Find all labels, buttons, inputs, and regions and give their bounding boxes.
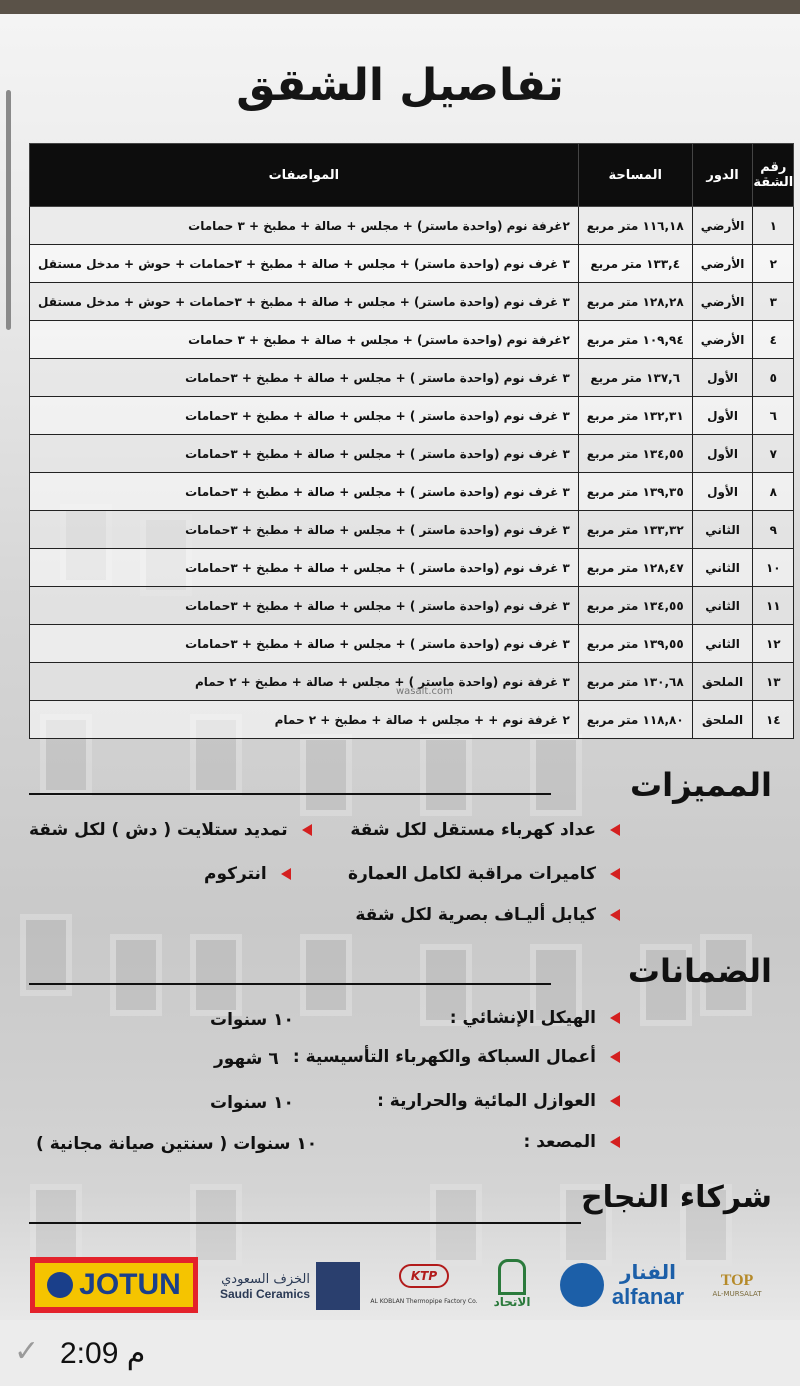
header-spec: المواصفات <box>30 144 579 207</box>
table-row <box>30 359 794 397</box>
cell-area: ١٣٩,٥٥ متر مربع <box>578 625 692 663</box>
guarantees-divider <box>29 983 551 985</box>
guarantees-heading: الضمانات <box>627 952 772 990</box>
ittihad-icon <box>498 1259 526 1295</box>
cell-area: ١٣٠,٦٨ متر مربع <box>578 663 692 701</box>
cell-spec: ٢ غرفة نوم + + مجلس + صالة + مطبخ + ٢ حمام <box>30 701 579 739</box>
cell-num: ١٠ <box>753 549 794 587</box>
table-row <box>30 473 794 511</box>
cell-num: ٥ <box>753 359 794 397</box>
cell-spec: ٣ غرف نوم (واحدة ماستر ) + مجلس + صالة + مطبخ + ٣حمامات <box>30 359 579 397</box>
table-row <box>30 549 794 587</box>
cell-area: ١٠٩,٩٤ متر مربع <box>578 321 692 359</box>
arrow-icon <box>610 1136 620 1148</box>
table-row <box>30 321 794 359</box>
cell-area: ١٣٣,٣٢ متر مربع <box>578 511 692 549</box>
saudi-ceramics-logo: الخزف السعودي Saudi Ceramics <box>205 1260 360 1312</box>
cell-num: ١٤ <box>753 701 794 739</box>
check-icon: ✓ <box>14 1334 40 1369</box>
table-row <box>30 283 794 321</box>
feature-item: كاميرات مراقبة لكامل العمارة <box>348 864 620 884</box>
cell-spec: ٣ غرف نوم (واحدة ماستر ) + مجلس + صالة + مطبخ + ٣حمامات <box>30 625 579 663</box>
cell-spec: ٣ غرف نوم (واحدة ماستر ) + مجلس + صالة + مطبخ + ٣حمامات <box>30 511 579 549</box>
cell-spec: ٢غرفة نوم (واحدة ماستر) + مجلس + صالة + مطبخ + ٣ حمامات <box>30 321 579 359</box>
table-header-row <box>30 144 794 207</box>
arrow-icon <box>281 868 291 880</box>
ittihad-logo: الاتحاد <box>488 1255 536 1313</box>
cell-floor: الأول <box>692 435 753 473</box>
cell-area: ١٣٤,٥٥ متر مربع <box>578 587 692 625</box>
cell-floor: الأرضي <box>692 207 753 245</box>
mursalat-logo: TOP AL-MURSALAT <box>712 1272 762 1298</box>
partners-heading: شركاء النجاح <box>581 1180 772 1215</box>
table-row <box>30 245 794 283</box>
alfanar-logo: الفنار alfanar <box>546 1258 698 1312</box>
cell-floor: الأرضي <box>692 283 753 321</box>
features-divider <box>29 793 551 795</box>
ktp-logo: KTP AL KOBLAN Thermopipe Factory Co. <box>368 1255 480 1313</box>
table-row <box>30 701 794 739</box>
arrow-icon <box>610 868 620 880</box>
cell-num: ٧ <box>753 435 794 473</box>
feature-item: كيابل أليـاف بصرية لكل شقة <box>355 905 620 925</box>
cell-spec: ٣ غرف نوم (واحدة ماستر ) + مجلس + صالة + مطبخ + ٣حمامات <box>30 435 579 473</box>
header-floor: الدور <box>692 144 753 207</box>
guarantee-value: ١٠ سنوات <box>210 1093 294 1113</box>
cell-area: ١١٨,٨٠ متر مربع <box>578 701 692 739</box>
apartments-table <box>29 143 794 739</box>
cell-floor: الثاني <box>692 549 753 587</box>
cell-area: ١٢٨,٢٨ متر مربع <box>578 283 692 321</box>
cell-spec: ٢غرفة نوم (واحدة ماستر) + مجلس + صالة + مطبخ + ٣ حمامات <box>30 207 579 245</box>
cell-num: ١٣ <box>753 663 794 701</box>
arrow-icon <box>302 824 312 836</box>
cell-floor: الأرضي <box>692 245 753 283</box>
cell-spec: ٣ غرف نوم (واحدة ماستر ) + مجلس + صالة + مطبخ + ٣حمامات <box>30 397 579 435</box>
feature-item: انتركوم <box>204 864 291 884</box>
jotun-logo: JOTUN <box>30 1257 198 1313</box>
table-row <box>30 397 794 435</box>
arrow-icon <box>610 1012 620 1024</box>
saudi-ceramics-icon <box>316 1262 360 1310</box>
cell-spec: ٣ غرف نوم (واحدة ماستر ) + مجلس + صالة + مطبخ + ٣حمامات <box>30 587 579 625</box>
cell-floor: الأول <box>692 397 753 435</box>
features-heading: المميزات <box>630 766 772 804</box>
alfanar-icon <box>560 1263 604 1307</box>
cell-num: ٩ <box>753 511 794 549</box>
cell-floor: الثاني <box>692 587 753 625</box>
cell-area: ١٢٨,٤٧ متر مربع <box>578 549 692 587</box>
cell-spec: ٣ غرف نوم (واحدة ماستر ) + مجلس + صالة + مطبخ + ٣حمامات <box>30 473 579 511</box>
guarantee-value: ١٠ سنوات ( سنتين صيانة مجانية ) <box>36 1134 318 1154</box>
guarantee-value: ١٠ سنوات <box>210 1010 294 1030</box>
cell-num: ٨ <box>753 473 794 511</box>
cell-floor: الأول <box>692 359 753 397</box>
arrow-icon <box>610 1051 620 1063</box>
cell-spec: ٣ غرف نوم (واحدة ماستر) + مجلس + صالة + مطبخ + ٣حمامات + حوش + مدخل مستقل <box>30 283 579 321</box>
cell-area: ١٣٤,٥٥ متر مربع <box>578 435 692 473</box>
cell-spec: ٣ غرف نوم (واحدة ماستر) + مجلس + صالة + مطبخ + ٣حمامات + حوش + مدخل مستقل <box>30 245 579 283</box>
cell-spec: ٣ غرفة نوم (واحدة ماستر ) + مجلس + صالة + مطبخ + ٢ حمام <box>30 663 579 701</box>
guarantee-label: الهيكل الإنشائي : <box>450 1008 620 1028</box>
cell-num: ١ <box>753 207 794 245</box>
arrow-icon <box>610 824 620 836</box>
cell-floor: الثاني <box>692 511 753 549</box>
watermark: wasalt.com <box>396 686 453 697</box>
cell-num: ٣ <box>753 283 794 321</box>
cell-area: ١٣٧,٦ متر مربع <box>578 359 692 397</box>
cell-floor: الملحق <box>692 663 753 701</box>
guarantee-label: المصعد : <box>524 1132 621 1152</box>
table-row <box>30 435 794 473</box>
table-row <box>30 511 794 549</box>
feature-item: تمديد ستلايت ( دش ) لكل شقة <box>29 820 312 840</box>
cell-area: ١١٦,١٨ متر مربع <box>578 207 692 245</box>
arrow-icon <box>610 1095 620 1107</box>
cell-floor: الأول <box>692 473 753 511</box>
cell-area: ١٣٢,٣١ متر مربع <box>578 397 692 435</box>
cell-area: ١٣٩,٣٥ متر مربع <box>578 473 692 511</box>
cell-num: ١٢ <box>753 625 794 663</box>
arrow-icon <box>610 909 620 921</box>
guarantee-label: العوازل المائية والحرارية : <box>377 1091 620 1111</box>
table-row <box>30 587 794 625</box>
cell-num: ٦ <box>753 397 794 435</box>
guarantee-value: ٦ شهور <box>214 1049 279 1069</box>
scrollbar[interactable] <box>6 90 11 330</box>
table-row <box>30 207 794 245</box>
cell-area: ١٣٣,٤ متر مربع <box>578 245 692 283</box>
partners-divider <box>29 1222 581 1224</box>
header-area: المساحة <box>578 144 692 207</box>
header-num: رقم الشقة <box>753 144 794 207</box>
table-row <box>30 625 794 663</box>
feature-item: عداد كهرباء مستقل لكل شقة <box>350 820 620 840</box>
cell-spec: ٣ غرف نوم (واحدة ماستر ) + مجلس + صالة + مطبخ + ٣حمامات <box>30 549 579 587</box>
cell-floor: الثاني <box>692 625 753 663</box>
top-bar <box>0 0 800 14</box>
guarantee-label: أعمال السباكة والكهرباء التأسيسية : <box>293 1047 620 1067</box>
cell-floor: الأرضي <box>692 321 753 359</box>
cell-num: ٢ <box>753 245 794 283</box>
cell-floor: الملحق <box>692 701 753 739</box>
cell-num: ٤ <box>753 321 794 359</box>
timestamp: 2:09 م <box>60 1337 146 1370</box>
page-title: تفاصيل الشقق <box>236 60 564 111</box>
cell-num: ١١ <box>753 587 794 625</box>
